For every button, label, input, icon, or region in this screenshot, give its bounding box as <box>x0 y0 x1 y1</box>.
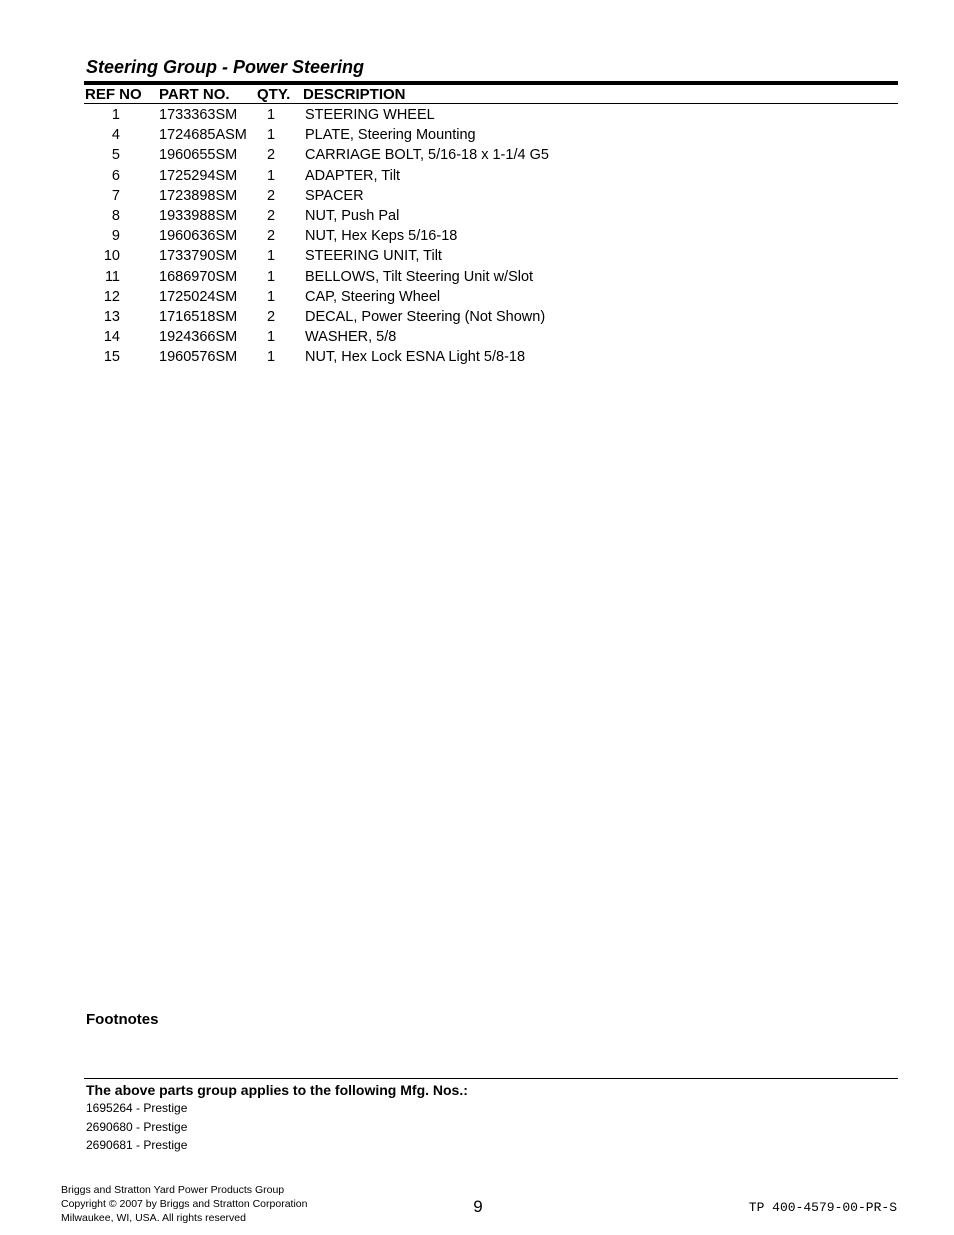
parts-table <box>84 107 898 369</box>
ref-no-cell: 1 <box>111 107 120 123</box>
description-cell: SPACER <box>305 187 364 204</box>
qty-cell: 1 <box>267 248 276 265</box>
qty-cell: 1 <box>267 288 276 305</box>
part-no-cell: 1733790SM <box>159 248 238 265</box>
page-number: 9 <box>473 1197 483 1216</box>
table-row <box>84 289 898 309</box>
table-row <box>84 248 898 268</box>
description-cell: DECAL, Power Steering (Not Shown) <box>305 308 546 325</box>
ref-no-cell: 5 <box>111 147 120 164</box>
ref-no-cell: 10 <box>103 248 120 265</box>
ref-no-cell: 9 <box>111 228 120 245</box>
mfg-item: 2690681 - Prestige <box>86 1138 188 1152</box>
description-cell: STEERING WHEEL <box>305 107 435 123</box>
part-no-cell: 1725294SM <box>159 167 238 184</box>
part-no-cell: 1924366SM <box>159 329 238 346</box>
table-row <box>84 269 898 289</box>
company-info <box>61 1183 307 1225</box>
table-row <box>84 329 898 349</box>
table-row <box>84 147 898 167</box>
table-row <box>84 168 898 188</box>
description-cell: NUT, Hex Keps 5/16-18 <box>305 228 458 245</box>
part-no-cell: 1733363SM <box>159 107 238 123</box>
part-no-cell: 1960636SM <box>159 228 238 245</box>
description-cell: NUT, Hex Lock ESNA Light 5/8-18 <box>305 349 526 366</box>
qty-cell: 1 <box>267 268 276 285</box>
description-cell: ADAPTER, Tilt <box>305 167 401 184</box>
part-no-cell: 1716518SM <box>159 308 238 325</box>
qty-cell: 1 <box>267 127 276 144</box>
title-rule <box>84 81 898 85</box>
part-no-cell: 1723898SM <box>159 187 238 204</box>
table-row <box>84 349 898 369</box>
qty-cell: 2 <box>267 187 276 204</box>
qty-cell: 1 <box>267 167 276 184</box>
description-cell: PLATE, Steering Mounting <box>305 127 476 144</box>
table-row <box>84 228 898 248</box>
page-title: Steering Group - Power Steering <box>86 57 365 77</box>
document-code: TP 400-4579-00-PR-S <box>748 1200 897 1215</box>
qty-cell: 2 <box>267 147 276 164</box>
qty-cell: 1 <box>267 329 276 346</box>
ref-no-cell: 7 <box>111 187 120 204</box>
mfg-list <box>86 1099 187 1155</box>
table-row <box>84 107 898 127</box>
ref-no-cell: 4 <box>111 127 120 144</box>
qty-cell: 2 <box>267 228 276 245</box>
qty-cell: 2 <box>267 308 276 325</box>
part-no-cell: 1724685ASM <box>159 127 247 144</box>
applies-rule <box>84 1078 898 1079</box>
header-rule <box>84 103 898 104</box>
part-no-cell: 1960655SM <box>159 147 238 164</box>
part-no-cell: 1960576SM <box>159 349 238 366</box>
ref-no-cell: 13 <box>103 308 120 325</box>
header-ref-no: REF NO <box>85 86 142 103</box>
description-cell: CARRIAGE BOLT, 5/16-18 x 1-1/4 G5 <box>305 147 549 164</box>
table-row <box>84 309 898 329</box>
table-row <box>84 127 898 147</box>
applies-heading: The above parts group applies to the following Mfg. Nos.: <box>86 1082 468 1098</box>
description-cell: WASHER, 5/8 <box>305 329 397 346</box>
qty-cell: 1 <box>267 107 276 123</box>
mfg-item: 1695264 - Prestige <box>86 1101 188 1115</box>
table-header <box>84 86 898 104</box>
ref-no-cell: 6 <box>111 167 120 184</box>
header-description: DESCRIPTION <box>303 86 406 103</box>
table-row <box>84 208 898 228</box>
description-cell: CAP, Steering Wheel <box>305 288 441 305</box>
description-cell: NUT, Push Pal <box>305 207 400 224</box>
mfg-item: 2690680 - Prestige <box>86 1119 188 1134</box>
ref-no-cell: 12 <box>103 288 120 305</box>
footnotes-label: Footnotes <box>86 1011 159 1028</box>
company-line: Briggs and Stratton Yard Power Products Group <box>61 1184 285 1196</box>
ref-no-cell: 14 <box>103 329 120 346</box>
part-no-cell: 1686970SM <box>159 268 238 285</box>
qty-cell: 1 <box>267 349 276 366</box>
rights-line: Milwaukee, WI, USA. All rights reserved <box>61 1212 246 1224</box>
description-cell: STEERING UNIT, Tilt <box>305 248 442 265</box>
ref-no-cell: 11 <box>104 268 120 285</box>
part-no-cell: 1933988SM <box>159 207 238 224</box>
header-part-no: PART NO. <box>159 86 230 103</box>
part-no-cell: 1725024SM <box>159 288 238 305</box>
ref-no-cell: 8 <box>111 207 120 224</box>
qty-cell: 2 <box>267 207 276 224</box>
copyright-line: Copyright © 2007 by Briggs and Stratton Corporation <box>61 1198 308 1210</box>
header-qty: QTY. <box>257 86 291 103</box>
description-cell: BELLOWS, Tilt Steering Unit w/Slot <box>305 268 534 285</box>
ref-no-cell: 15 <box>103 349 120 366</box>
table-row <box>84 188 898 208</box>
